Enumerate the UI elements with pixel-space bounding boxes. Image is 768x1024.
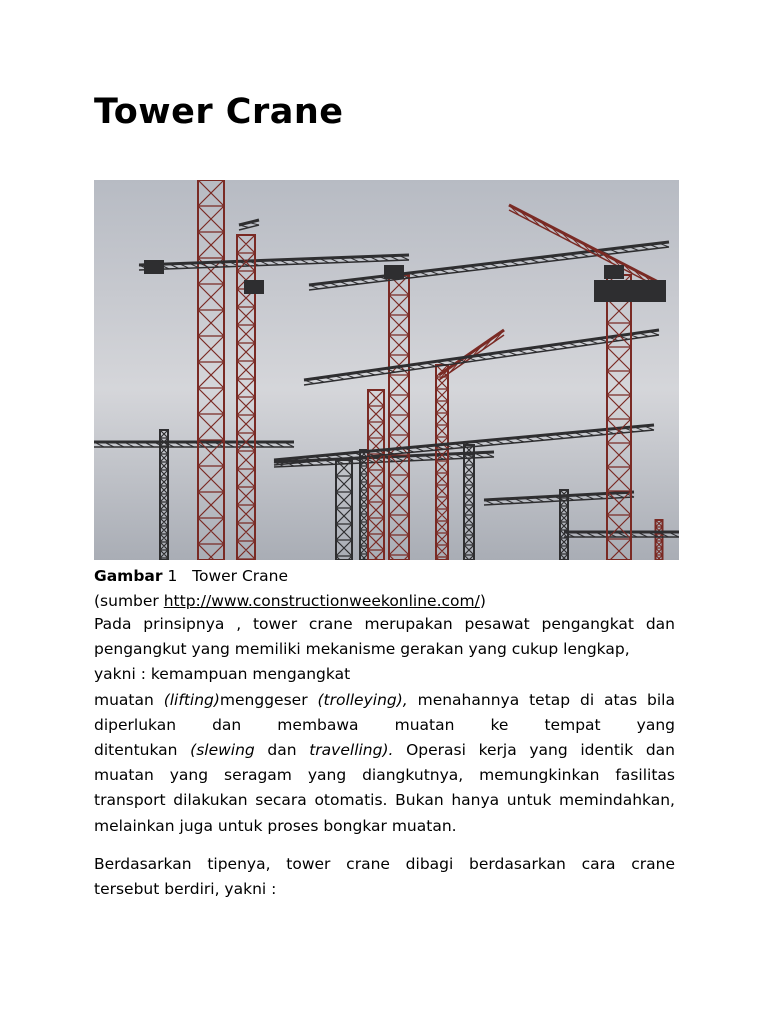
figure-caption xyxy=(94,564,679,614)
p2-line-2: tersebut berdiri, yakni : xyxy=(94,880,277,899)
page-title: Tower Crane xyxy=(94,92,344,132)
crane-bg-4-lattice xyxy=(656,520,663,560)
p1-line-7: muatan yang seragam yang diangkutnya, memungkinkan fasilitas xyxy=(94,766,675,785)
p2-line-1: Berdasarkan tipenya, tower crane dibagi berdasarkan cara crane xyxy=(94,855,675,873)
p1-line-9: melainkan juga untuk proses bongkar muatan. xyxy=(94,816,457,835)
p1-l6-a: ditentukan xyxy=(94,741,191,760)
p1-line-4 xyxy=(94,688,675,713)
crane-4b-jib-lattice xyxy=(304,331,659,383)
p1-line-5: diperlukan dan membawa muatan ke tempat yang xyxy=(94,715,675,734)
crane-3-lattice xyxy=(389,275,409,560)
term-trolleying: (trolleying), xyxy=(317,690,408,709)
figure-number: 1 xyxy=(167,567,178,585)
crane-3-cab xyxy=(384,265,404,279)
crane-4b-jib xyxy=(304,330,659,380)
p1-l6-c: Operasi kerja yang identik dan xyxy=(393,741,675,760)
paragraph-2 xyxy=(94,852,675,902)
crane-illustration xyxy=(94,180,679,560)
p1-line-8: transport dilakukan secara otomatis. Bukan hanya untuk memindahkan, xyxy=(94,791,675,810)
crane-6-mast xyxy=(607,275,631,560)
source-prefix: (sumber xyxy=(94,592,164,610)
figure-label: Gambar xyxy=(94,567,163,585)
p1-l4-a: muatan xyxy=(94,690,164,709)
term-lifting: (lifting) xyxy=(163,690,220,709)
crane-6-jib-lattice xyxy=(509,205,664,290)
crane-4b-jib-lower xyxy=(304,335,659,385)
crane-7-lattice xyxy=(336,460,352,560)
term-slewing: (slewing xyxy=(190,741,255,760)
crane-1-lattice xyxy=(198,180,224,560)
crane-6-lattice xyxy=(607,275,631,560)
source-suffix: ) xyxy=(479,592,486,610)
crane-6-counterweight xyxy=(594,280,666,302)
p1-line-3: yakni : kemampuan mengangkat xyxy=(94,665,351,684)
crane-1-cab xyxy=(144,260,164,274)
p1-line-6 xyxy=(94,738,675,763)
crane-6-cab xyxy=(604,265,624,279)
p1-l4-b: menggeser xyxy=(219,690,318,709)
crane-8-lattice xyxy=(464,445,474,560)
crane-4-lattice xyxy=(436,365,448,560)
crane-5-lattice xyxy=(368,390,384,560)
source-link[interactable]: http://www.constructionweekonline.com/ xyxy=(163,592,480,610)
figure-name: Tower Crane xyxy=(192,567,289,585)
p1-line-2: pengangkut yang memiliki mekanisme gerakan yang cukup lengkap, xyxy=(94,640,630,659)
crane-2-cab xyxy=(244,280,264,294)
crane-1-mast xyxy=(198,180,224,560)
crane-bg-2-lattice xyxy=(360,450,368,560)
p1-line-1: Pada prinsipnya , tower crane merupakan pesawat pengangkat dan xyxy=(94,615,675,633)
tower-crane-photo xyxy=(94,180,679,560)
p1-l6-b: dan xyxy=(254,741,310,760)
paragraph-1 xyxy=(94,612,675,839)
p1-l4-c: menahannya tetap di atas bila xyxy=(407,690,675,709)
term-travelling: travelling). xyxy=(309,741,394,760)
crane-bg-1-lattice xyxy=(160,430,168,560)
